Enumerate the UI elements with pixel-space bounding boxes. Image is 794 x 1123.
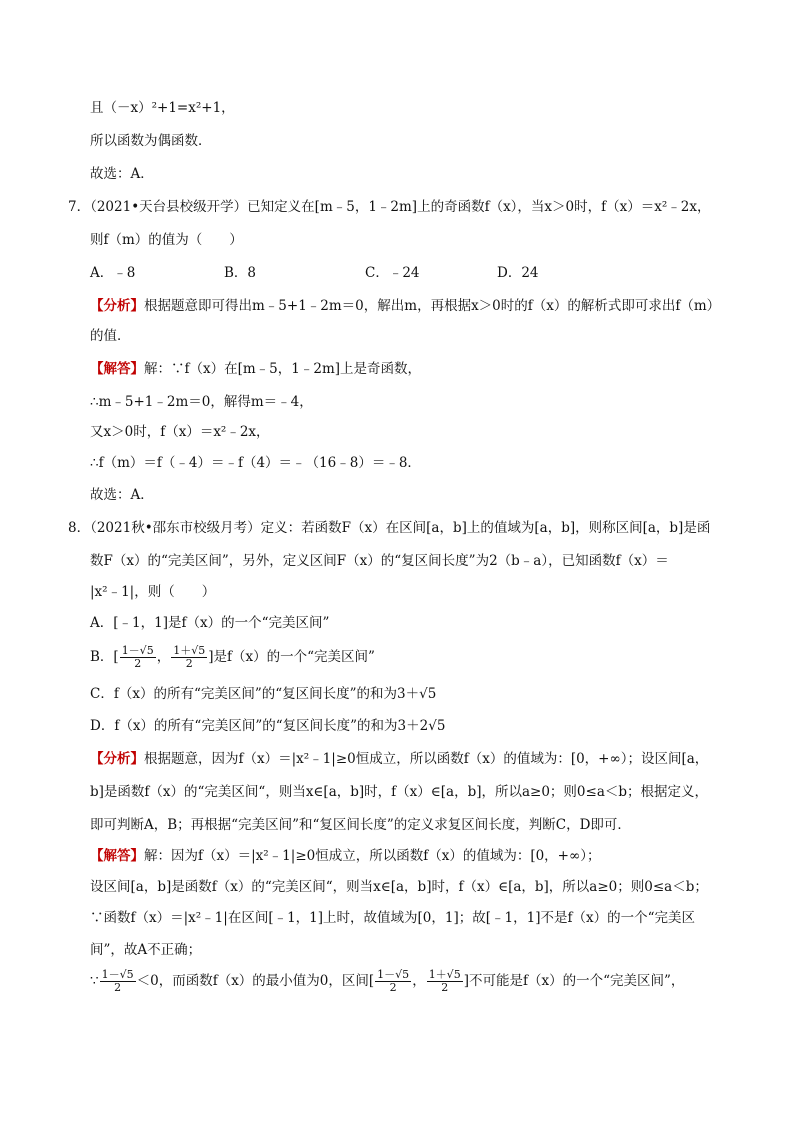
answer-text: 解：∵f（x）在[m﹣5，1﹣2m]上是奇函数， — [144, 361, 422, 377]
because-symbol: ∵ — [90, 973, 99, 989]
text-line: 且（－x）²+1=x²+1， — [90, 100, 235, 116]
answer-line: ∴m﹣5+1﹣2m＝0，解得m＝﹣4， — [90, 394, 313, 410]
fraction-numerator: 1－√5 — [377, 968, 410, 981]
fraction-numerator: 1＋√5 — [428, 968, 461, 981]
fraction — [375, 969, 411, 994]
text-line: 所以函数为偶函数． — [90, 133, 212, 149]
question-text: |x²﹣1|，则（ ） — [90, 584, 216, 600]
option-d: D．24 — [497, 265, 539, 281]
question-text: 则f（m）的值为（ ） — [90, 232, 243, 248]
answer-line: 间”，故A不正确； — [90, 942, 202, 958]
fraction — [427, 969, 463, 994]
fraction-denominator: 2 — [114, 981, 122, 994]
analysis-tag: 【分析】 — [90, 751, 144, 767]
question-text: 数F（x）的“完美区间”，另外，定义区间F（x）的“复区间长度”为2（b﹣a），已知函数f（x）＝ — [90, 553, 669, 569]
answer-line: ∴f（m）＝f（﹣4）＝﹣f（4）＝﹣（16﹣8）＝﹣8． — [90, 455, 421, 471]
answer-text: ]不可能是f（x）的一个“完美区间”， — [463, 973, 685, 989]
question-number: 8． — [68, 520, 91, 536]
question-7 — [68, 197, 710, 217]
analysis-line: b]是函数f（x）的“完美区间“，则当x∈[a，b]时，f（x）∈[a，b]，所以a≥0；则0≤a＜b；根据定义， — [90, 784, 709, 800]
fraction-denominator: 2 — [389, 981, 397, 994]
answer-text: ＜0，而函数f（x）的最小值为0，区间[ — [136, 973, 375, 989]
fraction — [171, 645, 207, 670]
answer-tag: 【解答】 — [90, 848, 144, 864]
option-b: B．[ $\frac{1-√5}{2}$ ， $\frac{1+√5}{2}$ ]是f（x）的一个“完美区间” — [90, 644, 375, 670]
analysis-line — [90, 296, 720, 316]
option-c: C．f（x）的所有“完美区间”的“复区间长度”的和为3＋√5 — [90, 686, 437, 702]
answer-tag: 【解答】 — [90, 361, 144, 377]
fraction — [120, 645, 156, 670]
analysis-text: 根据题意即可得出m﹣5+1﹣2m＝0，解出m，再根据x＞0时的f（x）的解析式即可求出f（m） — [144, 298, 721, 314]
answer-line: ∵函数f（x）＝|x²﹣1|在区间[﹣1，1]上时，故值域为[0，1]；故[﹣1，1]不是f（x）的一个“完美区 — [90, 910, 695, 926]
option-b: B．8 — [224, 265, 257, 281]
question-text: 定义：若函数F（x）在区间[a，b]上的值域为[a，b]，则称区间[a，b]是函 — [260, 520, 711, 536]
analysis-line: 的值． — [90, 328, 131, 344]
analysis-tag: 【分析】 — [90, 298, 144, 314]
analysis-line — [90, 749, 708, 769]
fraction-numerator: 1－√5 — [101, 968, 134, 981]
analysis-text: 根据题意，因为f（x）＝|x²﹣1|≥0恒成立，所以函数f（x）的值域为：[0，+∞）；设区间[a， — [144, 751, 709, 767]
analysis-line: 即可判断A，B；再根据“完美区间”和“复区间长度”的定义求复区间长度，判断C，D即可． — [90, 817, 631, 833]
answer-line — [90, 846, 601, 866]
option-a: A．[﹣1，1]是f（x）的一个“完美区间” — [90, 615, 330, 631]
fraction-numerator: 1－√5 — [121, 644, 154, 657]
question-8 — [68, 518, 710, 538]
fraction — [100, 969, 136, 994]
fraction-denominator: 2 — [185, 657, 193, 670]
question-source: （2021秋•邵东市校级月考） — [90, 520, 261, 536]
fraction-denominator: 2 — [134, 657, 142, 670]
text-line: 故选：A． — [90, 166, 154, 182]
question-source: （2021•天台县校级开学） — [90, 199, 248, 215]
answer-line: 又x＞0时，f（x）＝x²﹣2x， — [90, 424, 270, 440]
answer-line — [90, 359, 421, 379]
option-b-text: ]是f（x）的一个“完美区间” — [208, 649, 375, 665]
answer-text: 解：因为f（x）＝|x²﹣1|≥0恒成立，所以函数f（x）的值域为：[0，+∞）； — [144, 848, 601, 864]
option-a: A．﹣8 — [90, 265, 136, 281]
fraction-denominator: 2 — [441, 981, 449, 994]
option-b-label: B．[ — [90, 649, 119, 665]
answer-line: 故选：A． — [90, 487, 154, 503]
question-text: 已知定义在[m﹣5，1﹣2m]上的奇函数f（x），当x＞0时，f（x）＝x²﹣2x， — [247, 199, 711, 215]
answer-line: ∵ $\frac{1-√5}{2}$ ＜0，而函数f（x）的最小值为0，区间[ $\frac{1-√5}{2}$ ， $\frac{1+√5}{2}$ ]不可能是f（x）的一个“完美区间”， — [90, 968, 685, 994]
option-d: D．f（x）的所有“完美区间”的“复区间长度”的和为3＋2√5 — [90, 718, 446, 734]
answer-line: 设区间[a，b]是函数f（x）的“完美区间“，则当x∈[a，b]时，f（x）∈[a，b]，所以a≥0；则0≤a＜b； — [90, 879, 708, 895]
option-c: C．﹣24 — [365, 265, 420, 281]
question-number: 7． — [68, 199, 91, 215]
fraction-numerator: 1＋√5 — [173, 644, 206, 657]
